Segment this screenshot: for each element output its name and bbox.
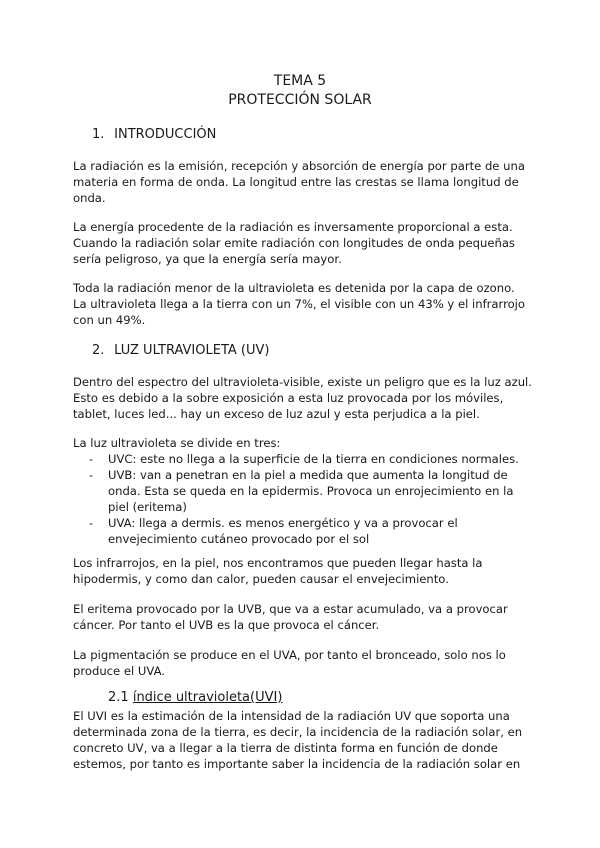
text-line: con un 49%. [73,313,146,327]
section-number: 2. [92,343,105,358]
text-line: El eritema provocado por la UVB, que va a estar acumulado, va a provocar [73,602,508,616]
list-item-uvb [73,467,535,515]
text-line: La radiación es la emisión, recepción y absorción de energía por parte de una [73,159,525,173]
text-line: tablet, luces led... hay un exceso de luz azul y esta perjudica a la piel. [73,407,480,421]
paragraph-luz-azul [73,374,535,422]
text-line: Dentro del espectro del ultravioleta-visible, existe un peligro que es la luz azul. [73,375,532,389]
text-line: envejecimiento cutáneo provocado por el sol [108,532,370,546]
subsection-heading-uvi [108,690,282,705]
subsection-title: índice ultravioleta(UVI) [132,690,283,705]
text-line: materia en forma de onda. La longitud entre las crestas se llama longitud de [73,175,519,189]
text-line: piel (eritema) [108,500,187,514]
uv-types-list [73,451,535,547]
text-line: cáncer. Por tanto el UVB es la que provoca el cáncer. [73,618,380,632]
text-line: La luz ultravioleta se divide en tres: [73,436,281,450]
text-line: UVA: llega a dermis. es menos energético y va a provocar el [108,516,458,530]
text-line: onda. [73,191,106,205]
paragraph-uvi [73,708,535,772]
document-title-topic: TEMA 5 [273,73,327,89]
text-line: La energía procedente de la radiación es inversamente proporcional a esta. [73,220,513,234]
section-heading-luz-ultravioleta [92,343,269,358]
list-bullet: - [89,516,94,530]
paragraph-eritema [73,601,535,633]
paragraph-radiacion [73,158,535,206]
section-heading-introduccion [92,127,216,142]
list-bullet: - [89,468,94,482]
text-line: Los infrarrojos, en la piel, nos encontramos que pueden llegar hasta la [73,556,483,570]
text-line: produce el UVA. [73,664,165,678]
text-line: sería peligroso, ya que la energía sería mayor. [73,252,342,266]
document-title-main: PROTECCIÓN SOLAR [228,92,372,108]
section-title: INTRODUCCIÓN [114,127,217,142]
paragraph-infrarrojos [73,555,535,587]
text-line: El UVI es la estimación de la intensidad de la radiación UV que soporta una [73,709,510,723]
list-item-uvc [73,451,535,467]
text-line: concreto UV, va a llegar a la tierra de distinta forma en función de donde [73,741,498,755]
paragraph-tipos-intro [73,435,535,451]
paragraph-ozono [73,280,535,328]
text-line: hipodermis, y como dan calor, pueden causar el envejecimiento. [73,572,449,586]
text-line: estemos, por tanto es importante saber la incidencia de la radiación solar en [73,757,521,771]
paragraph-energia [73,219,535,267]
subsection-number: 2.1 [108,690,129,705]
text-line: La pigmentación se produce en el UVA, por tanto el bronceado, solo nos lo [73,648,506,662]
text-line: UVC: este no llega a la superficie de la tierra en condiciones normales. [108,452,519,466]
text-line: determinada zona de la tierra, es decir, la incidencia de la radiación solar, en [73,725,523,739]
list-bullet: - [89,452,94,466]
text-line: La ultravioleta llega a la tierra con un 7%, el visible con un 43% y el infrarrojo [73,297,525,311]
text-line: onda. Esta se queda en la epidermis. Provoca un enrojecimiento en la [108,484,514,498]
section-number: 1. [92,127,105,142]
text-line: UVB: van a penetran en la piel a medida que aumenta la longitud de [108,468,508,482]
text-line: Esto es debido a la sobre exposición a esta luz provocada por los móviles, [73,391,504,405]
list-item-uva [73,515,535,547]
text-line: Toda la radiación menor de la ultravioleta es detenida por la capa de ozono. [73,281,515,295]
section-title: LUZ ULTRAVIOLETA (UV) [114,343,270,358]
paragraph-pigmentacion [73,647,535,679]
text-line: Cuando la radiación solar emite radiación con longitudes de onda pequeñas [73,236,515,250]
